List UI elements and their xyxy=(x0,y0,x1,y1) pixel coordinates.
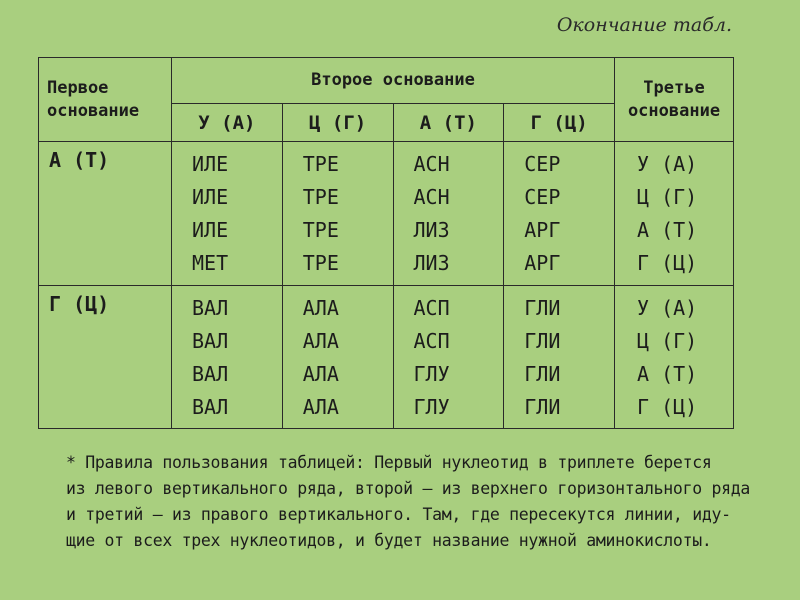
amino-acid: ИЛЕ xyxy=(192,218,229,242)
third-base: Ц (Г) xyxy=(637,328,698,353)
amino-acid: ГЛУ xyxy=(413,394,450,419)
third-base: Г (Ц) xyxy=(637,394,698,419)
amino-acid: ИЛЕ xyxy=(192,185,229,209)
subheader-c: Ц (Г) xyxy=(282,104,393,142)
note-line: из левого вертикального ряда, второй — из верхнего горизонтального ряда xyxy=(66,479,751,498)
amino-acid: ВАЛ xyxy=(192,295,229,320)
header-first-line1: Первое xyxy=(47,77,109,98)
third-base-cell xyxy=(615,285,734,429)
usage-note xyxy=(66,450,751,554)
amino-acid: АЛА xyxy=(302,361,339,386)
amino-acid: ТРЕ xyxy=(302,251,339,275)
codon-cell xyxy=(172,285,283,429)
note-line: * Правила пользования таблицей: Первый нуклеотид в триплете берется xyxy=(66,453,712,472)
amino-acid: ЛИЗ xyxy=(413,218,450,242)
codon-cell xyxy=(282,142,393,286)
codon-cell xyxy=(393,285,504,429)
amino-acid: ВАЛ xyxy=(192,361,229,386)
amino-acid: ГЛИ xyxy=(524,394,561,419)
amino-acid: ЛИЗ xyxy=(413,251,450,275)
amino-acid: СЕР xyxy=(524,185,561,209)
subheader-g: Г (Ц) xyxy=(504,104,615,142)
amino-acid: АСН xyxy=(413,152,450,176)
header-third-line2: основание xyxy=(627,100,721,121)
amino-acid: СЕР xyxy=(524,152,561,176)
third-base-cell xyxy=(615,142,734,286)
codon-cell xyxy=(504,142,615,286)
amino-acid: АРГ xyxy=(524,251,561,275)
codon-cell xyxy=(393,142,504,286)
codon-cell xyxy=(282,285,393,429)
subheader-u: У (А) xyxy=(172,104,283,142)
third-base: А (Т) xyxy=(637,361,698,386)
amino-acid: АЛА xyxy=(302,295,339,320)
amino-acid: ИЛЕ xyxy=(192,152,229,176)
amino-acid: ГЛИ xyxy=(524,361,561,386)
amino-acid: АСП xyxy=(413,328,450,353)
third-base: Г (Ц) xyxy=(637,251,698,275)
header-second-base: Второе основание xyxy=(172,58,615,104)
third-base: У (А) xyxy=(637,295,698,320)
amino-acid: АСП xyxy=(413,295,450,320)
note-line: щие от всех трех нуклеотидов, и будет название нужной аминокислоты. xyxy=(66,531,712,550)
amino-acid: АЛА xyxy=(302,328,339,353)
table-row xyxy=(39,285,734,429)
header-third-line1: Третье xyxy=(643,77,705,98)
codon-cell xyxy=(504,285,615,429)
third-base: А (Т) xyxy=(637,218,698,242)
amino-acid: ВАЛ xyxy=(192,328,229,353)
amino-acid: АСН xyxy=(413,185,450,209)
amino-acid: ТРЕ xyxy=(302,218,339,242)
header-first-base xyxy=(39,58,172,142)
header-third-base xyxy=(615,58,734,142)
first-base-cell: Г (Ц) xyxy=(39,285,172,429)
amino-acid: МЕТ xyxy=(192,251,229,275)
amino-acid: ГЛИ xyxy=(524,295,561,320)
table-row xyxy=(39,142,734,286)
amino-acid: АРГ xyxy=(524,218,561,242)
table-caption: Окончание табл. xyxy=(556,14,732,36)
amino-acid: ГЛИ xyxy=(524,328,561,353)
amino-acid: АЛА xyxy=(302,394,339,419)
subheader-a: А (Т) xyxy=(393,104,504,142)
amino-acid: ТРЕ xyxy=(302,185,339,209)
amino-acid: ГЛУ xyxy=(413,361,450,386)
genetic-code-table xyxy=(38,57,734,429)
header-first-line2: основание xyxy=(47,100,140,121)
note-line: и третий — из правого вертикального. Там, где пересекутся линии, иду- xyxy=(66,505,731,524)
amino-acid: ТРЕ xyxy=(302,152,339,176)
third-base: Ц (Г) xyxy=(637,185,698,209)
amino-acid: ВАЛ xyxy=(192,394,229,419)
third-base: У (А) xyxy=(637,152,698,176)
first-base-cell: А (Т) xyxy=(39,142,172,286)
codon-cell xyxy=(172,142,283,286)
